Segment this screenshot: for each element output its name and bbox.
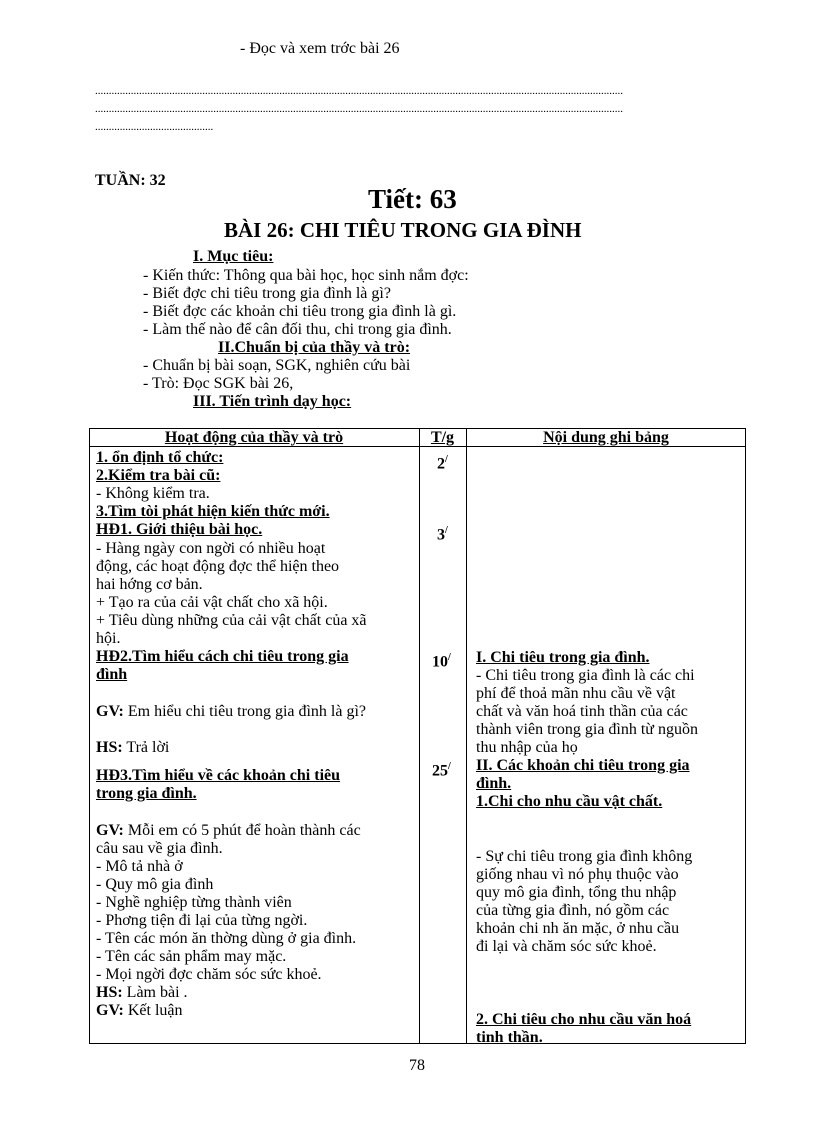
student-work-text: Làm bài . — [122, 984, 188, 1001]
teacher-conclusion-text: Kết luận — [123, 1002, 183, 1019]
teacher-label: GV: — [96, 703, 124, 720]
objective-item: - Làm thế nào để cân đối thu, chi trong gia đình. — [143, 321, 452, 338]
activity-line: động, các hoạt động đợc thể hiện theo — [96, 558, 340, 575]
time-value — [432, 649, 451, 671]
dotted-line-1: ................................................................................................................................................................................................ — [95, 85, 623, 97]
activity-3-heading-cont: trong gia đình. — [96, 785, 197, 802]
reading-task-note: - Đọc và xem trớc bài 26 — [240, 40, 400, 57]
activity-line: + Tiêu dùng những của cải vật chất của xã — [96, 612, 367, 629]
student-answer-1 — [96, 739, 169, 757]
content-line: thu nhập của họ — [476, 739, 578, 756]
activity-line: - Phơng tiện đi lại của từng ngời. — [96, 912, 308, 929]
teacher-question-text: Em hiểu chi tiêu trong gia đình là gì? — [123, 703, 367, 720]
activity-line: + Tạo ra của cải vật chất cho xã hội. — [96, 594, 328, 611]
lesson-title: BÀI 26: CHI TIÊU TRONG GIA ĐÌNH — [224, 218, 582, 242]
activity-line: - Mọi ngời đợc chăm sóc sức khoẻ. — [96, 966, 322, 983]
activity-line: - Tên các sản phẩm may mặc. — [96, 948, 287, 965]
objective-item: - Kiến thức: Thông qua bài học, học sinh nắm đợc: — [143, 267, 469, 284]
objectives-heading: I. Mục tiêu: — [193, 248, 274, 265]
student-work — [96, 984, 188, 1002]
time-number: 3 — [437, 526, 445, 544]
minute-mark: / — [448, 761, 451, 772]
minute-mark: / — [445, 454, 448, 465]
page-number: 78 — [409, 1057, 425, 1074]
week-label: TUẦN: 32 — [95, 172, 166, 189]
content-line: - Sự chi tiêu trong gia đình không — [476, 848, 693, 865]
time-value — [437, 451, 448, 473]
time-number: 25 — [432, 762, 448, 780]
teacher-task-text: Mỗi em có 5 phút để hoàn thành các — [123, 822, 361, 839]
activity-line: - Tên các món ăn thờng dùng ở gia đình. — [96, 930, 357, 947]
dotted-line-2: ................................................................................................................................................................................................ — [95, 103, 623, 115]
content-line: - Chi tiêu trong gia đình là các chi — [476, 667, 695, 684]
student-label: HS: — [96, 739, 123, 756]
teacher-question-1 — [96, 703, 366, 721]
content-line: phí để thoả mãn nhu cầu về vật — [476, 685, 676, 702]
activity-line: - Quy mô gia đình — [96, 876, 214, 893]
activity-2-heading: HĐ2.Tìm hiểu cách chi tiêu trong gia — [96, 648, 349, 665]
activity-line: - Mô tả nhà ở — [96, 858, 183, 875]
time-number: 10 — [432, 653, 448, 671]
content-heading-1: I. Chi tiêu trong gia đình. — [476, 649, 650, 666]
stabilize-class-heading: 1. ổn định tổ chức: — [96, 449, 224, 466]
minute-mark: / — [448, 652, 451, 663]
teacher-label: GV: — [96, 822, 124, 839]
header-time: T/g — [430, 429, 455, 446]
content-subheading-2-cont: tinh thần. — [476, 1029, 543, 1046]
table-divider — [419, 428, 420, 1044]
preparation-item: - Trò: Đọc SGK bài 26, — [143, 375, 294, 392]
content-subheading-2: 2. Chi tiêu cho nhu cầu văn hoá — [476, 1011, 692, 1028]
procedure-heading: III. Tiến trình dạy học: — [193, 393, 352, 410]
new-knowledge-heading: 3.Tìm tòi phát hiện kiến thức mới. — [96, 503, 330, 520]
content-line: chất và văn hoá tinh thần của các — [476, 703, 688, 720]
preparation-heading: II.Chuẩn bị của thầy và trò: — [218, 339, 411, 356]
time-number: 2 — [437, 455, 445, 473]
content-line: của từng gia đình, nó gồm các — [476, 902, 670, 919]
activity-1-heading: HĐ1. Giới thiệu bài học. — [96, 521, 263, 538]
content-line: giống nhau vì nó phụ thuộc vào — [476, 866, 679, 883]
content-line: đi lại và chăm sóc sức khoẻ. — [476, 938, 657, 955]
student-answer-text: Trả lời — [122, 739, 170, 756]
activity-line: - Hàng ngày con ngời có nhiều hoạt — [96, 540, 326, 557]
preparation-item: - Chuẩn bị bài soạn, SGK, nghiên cứu bài — [143, 357, 411, 374]
activity-2-heading-cont: đình — [96, 666, 128, 683]
student-label: HS: — [96, 984, 123, 1001]
period-heading: Tiết: 63 — [368, 184, 457, 214]
dotted-line-3: ........................................... — [95, 121, 214, 133]
content-line: khoản chi nh ăn mặc, ở nhu cầu — [476, 920, 680, 937]
activity-line: hai hớng cơ bản. — [96, 576, 203, 593]
activity-3-heading: HĐ3.Tìm hiểu về các khoản chi tiêu — [96, 767, 341, 784]
time-value — [432, 758, 451, 780]
teacher-task — [96, 822, 361, 840]
table-divider — [466, 428, 467, 1044]
activity-line: hội. — [96, 630, 121, 647]
content-line: quy mô gia đình, tổng thu nhập — [476, 884, 677, 901]
activity-line: câu sau về gia đình. — [96, 840, 223, 857]
header-activities: Hoạt động của thầy và trò — [164, 429, 344, 446]
minute-mark: / — [445, 525, 448, 536]
objective-item: - Biết đợc chi tiêu trong gia đình là gì? — [143, 285, 391, 302]
activity-line: - Không kiểm tra. — [96, 485, 210, 502]
activity-line: - Nghề nghiệp từng thành viên — [96, 894, 292, 911]
content-line: thành viên trong gia đình từ nguồn — [476, 721, 698, 738]
header-content: Nội dung ghi bảng — [543, 429, 669, 446]
time-value — [437, 522, 448, 544]
content-heading-2-cont: đình. — [476, 775, 512, 792]
check-old-lesson-heading: 2.Kiểm tra bài cũ: — [96, 467, 221, 484]
content-subheading-1: 1.Chi cho nhu cầu vật chất. — [476, 793, 663, 810]
objective-item: - Biết đợc các khoản chi tiêu trong gia đình là gì. — [143, 303, 457, 320]
teacher-conclusion — [96, 1002, 183, 1020]
content-heading-2: II. Các khoản chi tiêu trong gia — [476, 757, 690, 774]
teacher-label: GV: — [96, 1002, 124, 1019]
